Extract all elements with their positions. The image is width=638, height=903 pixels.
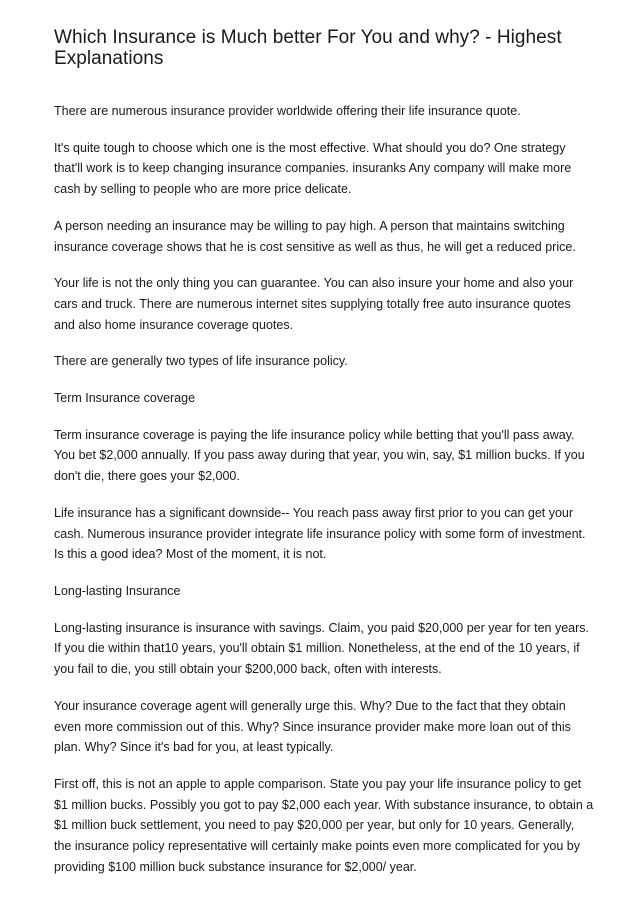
paragraph-term-insurance: Term insurance coverage is paying the life insurance policy while betting that you'll pass away. You bet $2,000 annually. If you pass away during that year, you win, say, $1 million bucks. If you don't die, there goes your $2,000.: [54, 427, 585, 484]
paragraph-downside: Life insurance has a significant downside-- You reach pass away first prior to you can get your cash. Numerous insurance provider integrate life insurance policy with some form of investment. Is this a good idea? Most of the moment, it is not.: [54, 505, 586, 562]
paragraph-intro: There are numerous insurance provider worldwide offering their life insurance quote.: [54, 104, 521, 118]
heading-long-lasting-insurance: Long-lasting Insurance: [54, 583, 181, 598]
paragraph-agent: Your insurance coverage agent will generally urge this. Why? Due to the fact that they obtain even more commission out of this. Why? Since insurance provider make more loan out of this plan. Why? Since it's bad for you, at least typically.: [54, 698, 571, 755]
heading-term-insurance: Term Insurance coverage: [54, 390, 196, 405]
document-page: [54, 27, 594, 894]
paragraph-price-sensitivity: A person needing an insurance may be willing to pay high. A person that maintains switching insurance coverage shows that he is cost sensitive as well as thus, he will get a reduced price.: [54, 218, 576, 254]
paragraph-comparison: First off, this is not an apple to apple comparison. State you pay your life insurance policy to get $1 million bucks. Possibly you got to pay $2,000 each year. With substance insurance, to obtain a $1 million buck settlement, you need to pay $20,000 per year, but only for 10 years. Generally, the insurance policy representative will certainly make points even more complicated for you by providing $100 million buck substance insurance for $2,000/ year.: [54, 776, 594, 875]
paragraph-long-lasting: Long-lasting insurance is insurance with savings. Claim, you paid $20,000 per year for ten years. If you die within that10 years, you'll obtain $1 million. Nonetheless, at the end of the 10 years, if you fail to die, you still obtain your $200,000 back, often with interests.: [54, 620, 590, 677]
paragraph-choosing: It's quite tough to choose which one is the most effective. What should you do? One strategy that'll work is to keep changing insurance companies. insuranks Any company will make more cash by selling to people who are more price delicate.: [54, 140, 572, 197]
paragraph-two-types: There are generally two types of life insurance policy.: [54, 354, 348, 369]
document-title: Which Insurance is Much better For You and why? - Highest Explanations: [54, 27, 562, 69]
paragraph-other-insurance: Your life is not the only thing you can guarantee. You can also insure your home and also your cars and truck. There are numerous internet sites supplying totally free auto insurance quotes and also home insurance coverage quotes.: [54, 276, 574, 332]
